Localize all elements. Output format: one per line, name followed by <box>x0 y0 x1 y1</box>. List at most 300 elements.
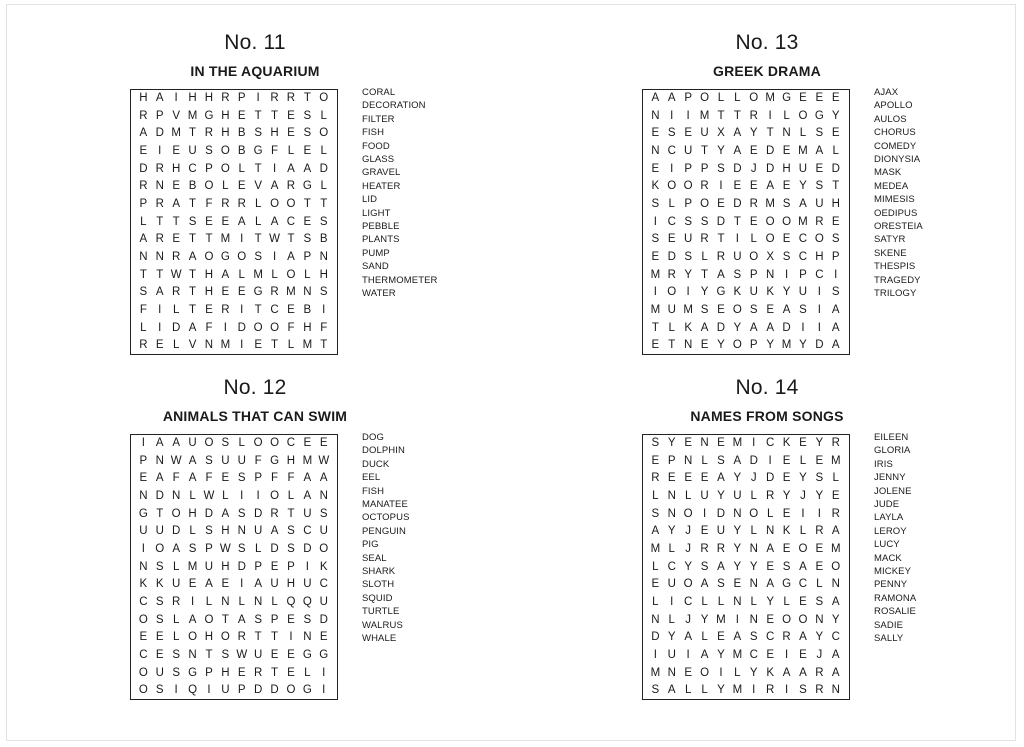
grid-letter[interactable]: R <box>815 684 824 697</box>
grid-letter[interactable]: E <box>205 303 213 316</box>
grid-letter[interactable]: S <box>139 286 148 299</box>
grid-letter[interactable]: I <box>256 92 260 104</box>
grid-letter[interactable]: H <box>270 127 279 140</box>
grid-letter[interactable]: U <box>667 648 676 661</box>
grid-letter[interactable]: K <box>139 578 148 591</box>
grid-letter[interactable]: F <box>139 303 147 316</box>
grid-letter[interactable]: N <box>684 339 693 352</box>
grid-letter[interactable]: S <box>717 162 725 175</box>
grid-letter[interactable]: N <box>254 595 263 608</box>
grid-letter[interactable]: R <box>270 507 279 520</box>
grid-letter[interactable]: U <box>155 525 164 538</box>
grid-letter[interactable]: E <box>139 144 148 157</box>
grid-letter[interactable]: E <box>782 542 791 555</box>
grid-letter[interactable]: L <box>172 613 180 626</box>
grid-letter[interactable]: D <box>733 162 742 175</box>
grid-letter[interactable]: L <box>684 489 692 502</box>
grid-letter[interactable]: U <box>667 303 676 316</box>
grid-letter[interactable]: A <box>700 321 709 334</box>
grid-letter[interactable]: L <box>652 560 659 573</box>
grid-letter[interactable]: D <box>237 321 246 334</box>
grid-letter[interactable]: A <box>717 472 725 485</box>
grid-letter[interactable]: L <box>717 92 725 104</box>
grid-letter[interactable]: E <box>651 578 660 591</box>
grid-letter[interactable]: I <box>817 507 821 520</box>
grid-letter[interactable]: E <box>815 454 824 467</box>
grid-letter[interactable]: Q <box>286 595 296 608</box>
grid-letter[interactable]: A <box>205 578 213 591</box>
grid-letter[interactable]: S <box>319 286 328 299</box>
grid-letter[interactable]: D <box>766 144 775 157</box>
grid-letter[interactable]: G <box>220 250 230 263</box>
grid-letter[interactable]: A <box>700 648 709 661</box>
grid-letter[interactable]: T <box>320 197 328 210</box>
grid-letter[interactable]: N <box>651 109 660 122</box>
grid-letter[interactable]: R <box>204 127 214 140</box>
grid-letter[interactable]: H <box>303 321 312 334</box>
grid-letter[interactable]: G <box>302 684 312 697</box>
grid-letter[interactable]: E <box>221 472 230 485</box>
grid-letter[interactable]: I <box>240 233 244 246</box>
grid-letter[interactable]: E <box>139 472 148 485</box>
grid-letter[interactable]: Q <box>302 595 312 608</box>
grid-letter[interactable]: I <box>735 613 739 626</box>
grid-letter[interactable]: H <box>221 560 230 573</box>
grid-letter[interactable]: Y <box>733 525 742 538</box>
grid-letter[interactable]: O <box>286 684 296 697</box>
grid-letter[interactable]: D <box>237 560 246 573</box>
grid-letter[interactable]: I <box>322 303 326 316</box>
grid-letter[interactable]: W <box>269 233 280 246</box>
grid-letter[interactable]: N <box>831 578 840 591</box>
grid-letter[interactable]: R <box>221 197 230 210</box>
grid-letter[interactable]: L <box>652 489 659 502</box>
grid-letter[interactable]: A <box>155 92 164 104</box>
grid-letter[interactable]: Y <box>782 286 791 299</box>
grid-letter[interactable]: S <box>287 542 295 555</box>
grid-letter[interactable]: S <box>799 684 807 697</box>
grid-letter[interactable]: A <box>733 631 742 644</box>
grid-letter[interactable]: K <box>684 321 692 334</box>
grid-letter[interactable]: N <box>237 525 246 538</box>
grid-letter[interactable]: P <box>287 560 295 573</box>
grid-letter[interactable]: H <box>204 92 214 104</box>
grid-letter[interactable]: O <box>798 613 808 626</box>
grid-letter[interactable]: E <box>651 127 660 140</box>
grid-letter[interactable]: T <box>271 631 279 644</box>
grid-letter[interactable]: U <box>733 250 742 263</box>
grid-letter[interactable]: A <box>172 197 180 210</box>
grid-letter[interactable]: N <box>221 595 230 608</box>
grid-letter[interactable]: Y <box>782 489 791 502</box>
grid-letter[interactable]: N <box>667 507 676 520</box>
grid-letter[interactable]: O <box>220 631 230 644</box>
grid-letter[interactable]: N <box>139 560 148 573</box>
grid-letter[interactable]: M <box>650 542 661 555</box>
grid-letter[interactable]: S <box>237 542 246 555</box>
grid-letter[interactable]: L <box>701 631 708 644</box>
grid-letter[interactable]: T <box>701 268 709 281</box>
grid-letter[interactable]: O <box>204 613 214 626</box>
grid-letter[interactable]: E <box>303 144 312 157</box>
grid-letter[interactable]: I <box>158 144 162 157</box>
grid-letter[interactable]: U <box>733 489 742 502</box>
grid-letter[interactable]: C <box>270 303 279 316</box>
grid-letter[interactable]: E <box>831 92 840 104</box>
grid-letter[interactable]: U <box>319 525 328 538</box>
grid-letter[interactable]: N <box>319 250 328 263</box>
grid-letter[interactable]: K <box>782 437 791 449</box>
grid-letter[interactable]: M <box>830 454 841 467</box>
grid-letter[interactable]: A <box>254 578 262 591</box>
grid-letter[interactable]: M <box>732 437 743 449</box>
grid-letter[interactable]: S <box>651 197 660 210</box>
grid-letter[interactable]: O <box>253 437 263 449</box>
grid-letter[interactable]: G <box>716 286 726 299</box>
grid-letter[interactable]: C <box>766 437 775 449</box>
grid-letter[interactable]: I <box>141 437 145 449</box>
grid-letter[interactable]: O <box>732 339 742 352</box>
grid-letter[interactable]: J <box>685 613 692 626</box>
grid-letter[interactable]: T <box>172 215 180 228</box>
grid-letter[interactable]: L <box>254 197 262 210</box>
grid-letter[interactable]: E <box>700 339 709 352</box>
grid-letter[interactable]: U <box>221 454 230 467</box>
grid-letter[interactable]: E <box>237 286 246 299</box>
grid-letter[interactable]: E <box>782 454 791 467</box>
grid-letter[interactable]: U <box>798 162 808 175</box>
grid-letter[interactable]: I <box>719 666 723 679</box>
grid-letter[interactable]: I <box>801 507 805 520</box>
grid-letter[interactable]: L <box>750 489 757 502</box>
grid-letter[interactable]: I <box>158 303 162 316</box>
grid-letter[interactable]: O <box>749 92 759 104</box>
grid-letter[interactable]: A <box>831 666 840 679</box>
grid-letter[interactable]: C <box>667 144 676 157</box>
grid-letter[interactable]: L <box>271 268 278 281</box>
grid-letter[interactable]: Y <box>733 542 742 555</box>
grid-letter[interactable]: L <box>287 489 295 502</box>
grid-letter[interactable]: E <box>799 92 807 104</box>
grid-letter[interactable]: E <box>651 454 660 467</box>
grid-letter[interactable]: K <box>651 180 660 193</box>
grid-letter[interactable]: T <box>189 303 197 316</box>
grid-letter[interactable]: R <box>172 595 181 608</box>
grid-letter[interactable]: T <box>254 162 262 175</box>
grid-letter[interactable]: S <box>815 595 824 608</box>
grid-letter[interactable]: R <box>221 303 230 316</box>
grid-letter[interactable]: S <box>155 684 164 697</box>
grid-letter[interactable]: B <box>237 127 246 140</box>
grid-letter[interactable]: T <box>701 144 709 157</box>
grid-letter[interactable]: K <box>733 286 742 299</box>
grid-letter[interactable]: P <box>749 268 758 281</box>
grid-letter[interactable]: P <box>749 339 758 352</box>
grid-letter[interactable]: I <box>240 303 244 316</box>
grid-letter[interactable]: C <box>766 631 775 644</box>
grid-letter[interactable]: S <box>700 560 709 573</box>
grid-letter[interactable]: U <box>254 525 263 538</box>
grid-letter[interactable]: L <box>320 109 327 122</box>
grid-letter[interactable]: C <box>286 437 296 449</box>
grid-letter[interactable]: T <box>766 127 774 140</box>
letter-grid[interactable] <box>130 434 338 700</box>
grid-letter[interactable]: Y <box>667 437 676 449</box>
grid-letter[interactable]: U <box>172 578 181 591</box>
grid-letter[interactable]: K <box>155 578 164 591</box>
grid-letter[interactable]: E <box>287 303 295 316</box>
grid-letter[interactable]: H <box>221 666 230 679</box>
grid-letter[interactable]: M <box>732 648 743 661</box>
grid-letter[interactable]: M <box>699 109 710 122</box>
grid-letter[interactable]: U <box>155 666 164 679</box>
grid-letter[interactable]: J <box>816 648 823 661</box>
grid-letter[interactable]: I <box>719 180 723 193</box>
grid-letter[interactable]: D <box>716 215 726 228</box>
grid-letter[interactable]: T <box>189 268 197 281</box>
grid-letter[interactable]: N <box>303 286 312 299</box>
grid-letter[interactable]: C <box>139 648 148 661</box>
grid-letter[interactable]: L <box>254 542 262 555</box>
grid-letter[interactable]: M <box>716 613 726 626</box>
grid-letter[interactable]: H <box>204 268 214 281</box>
grid-letter[interactable]: Y <box>815 437 824 449</box>
grid-letter[interactable]: S <box>749 303 758 316</box>
grid-letter[interactable]: R <box>815 525 824 538</box>
grid-letter[interactable]: L <box>205 595 213 608</box>
grid-letter[interactable]: E <box>237 109 246 122</box>
grid-letter[interactable]: L <box>304 268 311 281</box>
grid-letter[interactable]: R <box>749 109 758 122</box>
grid-letter[interactable]: C <box>831 631 840 644</box>
grid-letter[interactable]: A <box>799 197 807 210</box>
grid-letter[interactable]: E <box>815 92 824 104</box>
grid-letter[interactable]: N <box>733 507 742 520</box>
grid-letter[interactable]: S <box>155 613 164 626</box>
grid-letter[interactable]: Y <box>717 648 725 661</box>
grid-letter[interactable]: M <box>781 339 792 352</box>
grid-letter[interactable]: I <box>768 454 772 467</box>
grid-letter[interactable]: L <box>189 489 196 502</box>
grid-letter[interactable]: S <box>237 507 246 520</box>
grid-letter[interactable]: P <box>237 92 246 104</box>
grid-letter[interactable]: D <box>733 197 742 210</box>
grid-letter[interactable]: S <box>733 268 742 281</box>
grid-letter[interactable]: D <box>766 162 775 175</box>
grid-letter[interactable]: E <box>651 162 660 175</box>
grid-letter[interactable]: I <box>752 684 756 697</box>
grid-letter[interactable]: A <box>831 321 840 334</box>
grid-letter[interactable]: O <box>782 613 792 626</box>
grid-letter[interactable]: A <box>831 648 840 661</box>
grid-letter[interactable]: A <box>831 303 840 316</box>
grid-letter[interactable]: A <box>766 180 774 193</box>
grid-letter[interactable]: O <box>683 578 693 591</box>
grid-letter[interactable]: E <box>815 542 824 555</box>
grid-letter[interactable]: N <box>749 578 758 591</box>
grid-letter[interactable]: S <box>799 303 807 316</box>
grid-letter[interactable]: I <box>272 162 277 175</box>
grid-letter[interactable]: R <box>139 109 148 122</box>
grid-letter[interactable]: E <box>749 180 758 193</box>
grid-letter[interactable]: E <box>782 507 791 520</box>
grid-letter[interactable]: E <box>651 250 660 263</box>
grid-letter[interactable]: T <box>832 180 840 193</box>
grid-letter[interactable]: L <box>238 437 245 449</box>
grid-letter[interactable]: L <box>717 595 725 608</box>
grid-letter[interactable]: P <box>270 613 279 626</box>
grid-letter[interactable]: O <box>683 507 693 520</box>
grid-letter[interactable]: G <box>270 454 280 467</box>
grid-letter[interactable]: T <box>189 286 197 299</box>
grid-letter[interactable]: F <box>271 472 279 485</box>
grid-letter[interactable]: L <box>320 144 327 157</box>
grid-letter[interactable]: N <box>749 613 758 626</box>
grid-letter[interactable]: S <box>254 250 262 263</box>
grid-letter[interactable]: R <box>815 215 824 228</box>
grid-letter[interactable]: F <box>254 454 262 467</box>
grid-letter[interactable]: O <box>765 215 775 228</box>
grid-letter[interactable]: S <box>172 648 180 661</box>
grid-letter[interactable]: R <box>700 180 709 193</box>
grid-letter[interactable]: L <box>140 321 147 334</box>
grid-letter[interactable]: G <box>253 286 263 299</box>
grid-letter[interactable]: L <box>701 250 708 263</box>
grid-letter[interactable]: E <box>188 578 197 591</box>
grid-letter[interactable]: E <box>684 127 692 140</box>
grid-letter[interactable]: V <box>188 339 197 352</box>
grid-letter[interactable]: I <box>817 286 821 299</box>
grid-letter[interactable]: L <box>304 666 311 679</box>
grid-letter[interactable]: R <box>155 162 164 175</box>
grid-letter[interactable]: A <box>319 472 328 485</box>
grid-letter[interactable]: S <box>205 454 213 467</box>
grid-letter[interactable]: S <box>237 472 246 485</box>
grid-letter[interactable]: Y <box>733 560 742 573</box>
grid-letter[interactable]: S <box>651 684 660 697</box>
grid-letter[interactable]: L <box>750 233 757 246</box>
grid-letter[interactable]: L <box>254 215 262 228</box>
grid-letter[interactable]: M <box>650 303 661 316</box>
grid-letter[interactable]: E <box>287 127 295 140</box>
grid-letter[interactable]: H <box>815 250 824 263</box>
grid-letter[interactable]: T <box>271 339 279 352</box>
grid-letter[interactable]: A <box>287 250 295 263</box>
grid-letter[interactable]: M <box>302 339 313 352</box>
grid-letter[interactable]: M <box>650 268 661 281</box>
grid-letter[interactable]: O <box>814 233 824 246</box>
grid-letter[interactable]: E <box>172 233 180 246</box>
grid-letter[interactable]: O <box>749 250 759 263</box>
grid-letter[interactable]: C <box>798 250 808 263</box>
grid-letter[interactable]: Y <box>749 127 758 140</box>
grid-letter[interactable]: A <box>733 454 742 467</box>
grid-letter[interactable]: N <box>204 339 214 352</box>
grid-letter[interactable]: R <box>270 92 279 104</box>
grid-letter[interactable]: T <box>271 666 279 679</box>
grid-letter[interactable]: P <box>700 162 709 175</box>
grid-letter[interactable]: S <box>205 525 213 538</box>
grid-letter[interactable]: S <box>782 560 791 573</box>
grid-letter[interactable]: D <box>716 321 726 334</box>
grid-letter[interactable]: J <box>685 542 692 555</box>
grid-letter[interactable]: N <box>749 542 758 555</box>
grid-letter[interactable]: P <box>155 109 164 122</box>
grid-letter[interactable]: U <box>749 286 758 299</box>
grid-letter[interactable]: C <box>667 560 676 573</box>
grid-letter[interactable]: P <box>139 197 148 210</box>
grid-letter[interactable]: A <box>188 321 197 334</box>
grid-letter[interactable]: O <box>700 197 710 210</box>
grid-letter[interactable]: R <box>139 339 148 352</box>
grid-letter[interactable]: A <box>155 472 164 485</box>
grid-letter[interactable]: T <box>205 233 213 246</box>
grid-letter[interactable]: Y <box>815 631 824 644</box>
grid-letter[interactable]: O <box>220 162 230 175</box>
grid-letter[interactable]: G <box>302 180 312 193</box>
grid-letter[interactable]: L <box>799 127 807 140</box>
grid-letter[interactable]: D <box>319 613 328 626</box>
grid-letter[interactable]: I <box>768 109 772 122</box>
grid-letter[interactable]: E <box>221 578 230 591</box>
grid-letter[interactable]: H <box>221 109 230 122</box>
grid-letter[interactable]: S <box>815 127 824 140</box>
grid-letter[interactable]: Y <box>684 268 692 281</box>
grid-letter[interactable]: M <box>302 454 313 467</box>
grid-letter[interactable]: X <box>766 250 774 263</box>
grid-letter[interactable]: L <box>172 631 180 644</box>
grid-letter[interactable]: H <box>221 525 230 538</box>
grid-letter[interactable]: R <box>782 631 791 644</box>
grid-letter[interactable]: M <box>253 268 263 281</box>
grid-letter[interactable]: S <box>700 303 709 316</box>
grid-letter[interactable]: F <box>205 197 213 210</box>
grid-letter[interactable]: E <box>287 109 295 122</box>
grid-letter[interactable]: I <box>190 595 195 608</box>
grid-letter[interactable]: A <box>172 542 180 555</box>
grid-letter[interactable]: R <box>286 92 296 104</box>
grid-letter[interactable]: L <box>271 595 278 608</box>
grid-letter[interactable]: H <box>782 162 791 175</box>
grid-letter[interactable]: A <box>303 489 312 502</box>
grid-letter[interactable]: W <box>318 454 330 467</box>
grid-letter[interactable]: I <box>686 286 690 299</box>
grid-letter[interactable]: H <box>172 162 181 175</box>
grid-letter[interactable]: I <box>653 648 657 661</box>
grid-letter[interactable]: O <box>237 250 247 263</box>
grid-letter[interactable]: E <box>733 180 742 193</box>
grid-letter[interactable]: O <box>782 215 792 228</box>
grid-letter[interactable]: Y <box>717 489 725 502</box>
grid-letter[interactable]: O <box>286 268 296 281</box>
grid-letter[interactable]: N <box>651 144 660 157</box>
grid-letter[interactable]: D <box>172 525 181 538</box>
grid-letter[interactable]: M <box>765 197 775 210</box>
grid-letter[interactable]: K <box>782 525 791 538</box>
grid-letter[interactable]: I <box>670 595 674 608</box>
grid-letter[interactable]: T <box>254 109 262 122</box>
grid-letter[interactable]: U <box>254 648 263 661</box>
grid-letter[interactable]: S <box>319 507 328 520</box>
grid-letter[interactable]: O <box>171 507 181 520</box>
grid-letter[interactable]: Y <box>717 684 725 697</box>
grid-letter[interactable]: N <box>155 454 164 467</box>
grid-letter[interactable]: U <box>204 560 214 573</box>
grid-letter[interactable]: A <box>237 215 246 228</box>
grid-letter[interactable]: C <box>798 578 808 591</box>
grid-letter[interactable]: H <box>204 286 214 299</box>
grid-letter[interactable]: X <box>717 127 725 140</box>
